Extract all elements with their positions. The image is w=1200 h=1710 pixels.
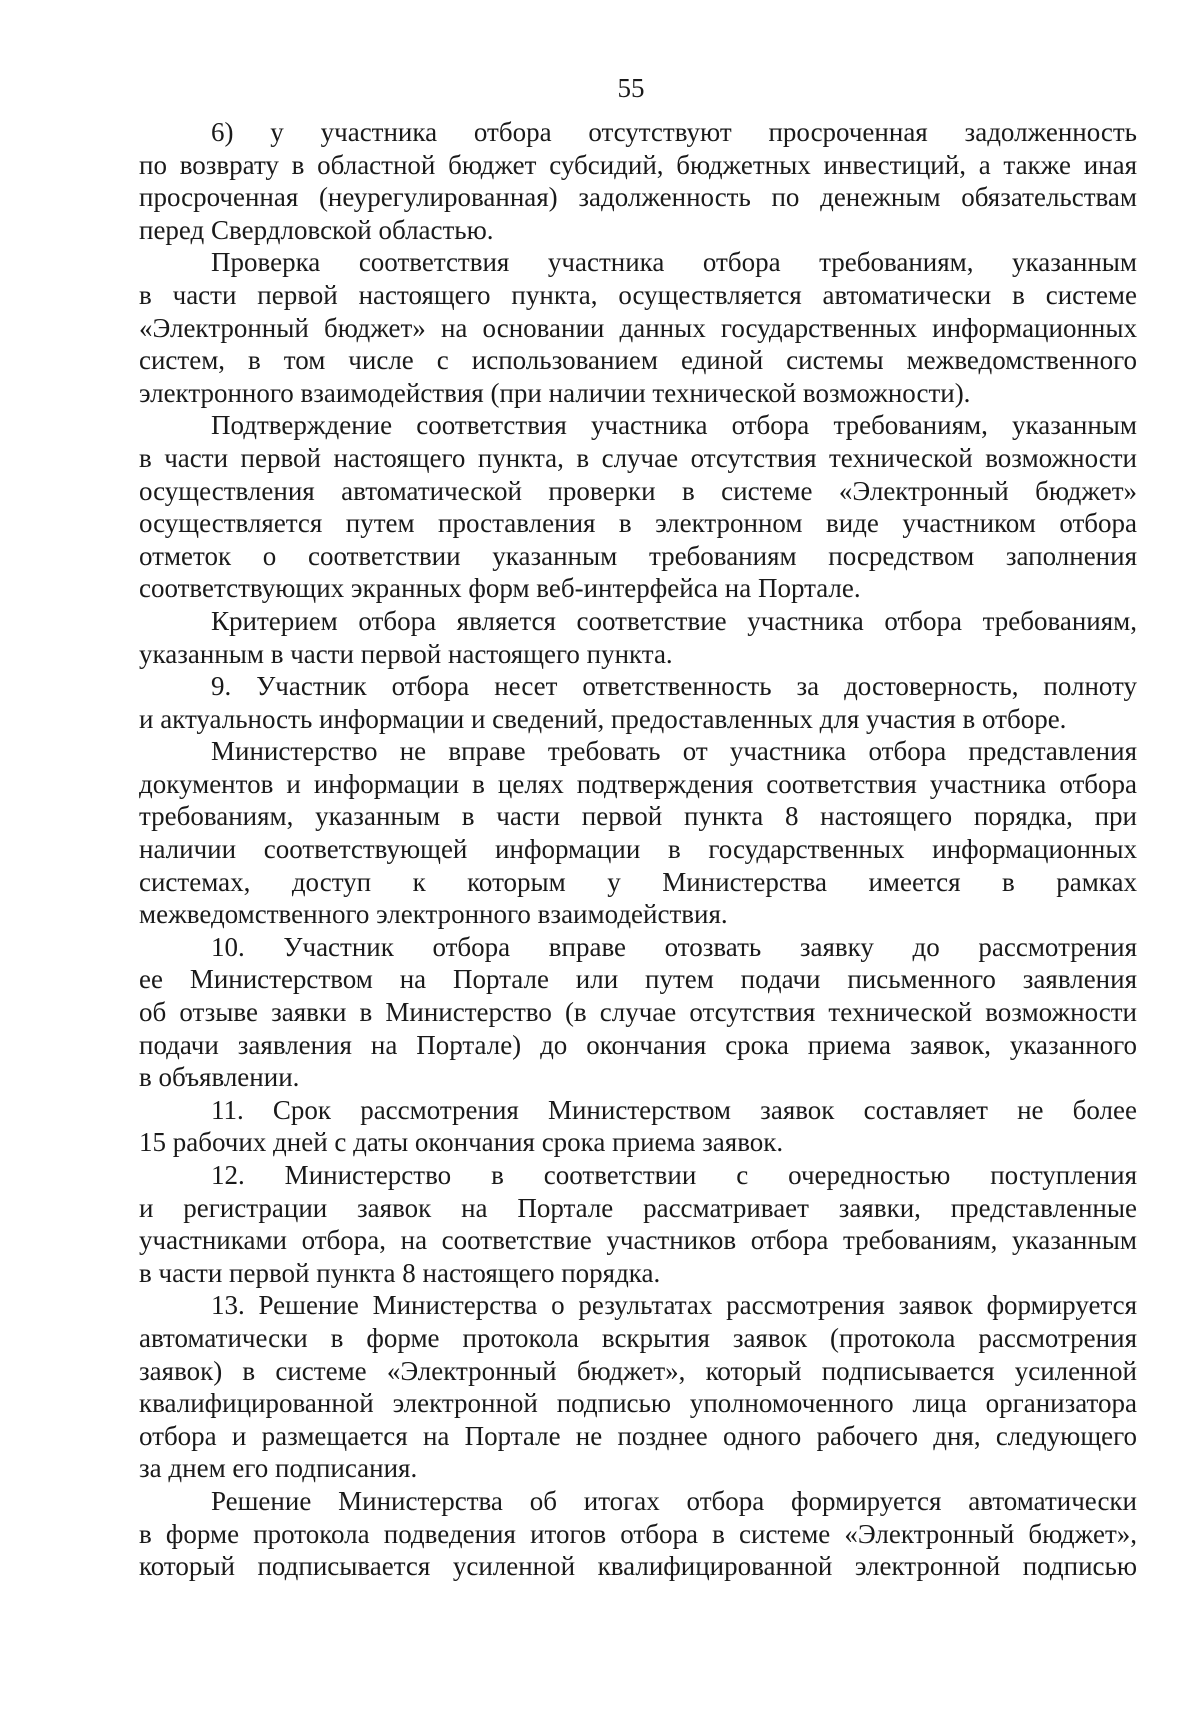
text-line: и регистрации заявок на Портале рассматривает заявки, представленные [139,1192,1137,1223]
text-line: отбора и размещается на Портале не позднее одного рабочего дня, следующего [139,1420,1137,1451]
text-line: автоматически в форме протокола вскрытия заявок (протокола рассмотрения [139,1322,1137,1353]
text-line: осуществления автоматической проверки в системе «Электронный бюджет» [139,475,1137,506]
page-number: 55 [617,73,645,103]
paragraph-p11 [139,1485,1137,1583]
paragraph-p7 [139,931,1137,1094]
text-line: ее Министерством на Портале или путем подачи письменного заявления [139,964,1137,995]
text-line: указанным в части первой настоящего пункта. [139,638,673,669]
text-line: Критерием отбора является соответствие участника отбора требованиям, [211,605,1137,636]
text-line: отметок о соответствии указанным требованиям посредством заполнения [139,540,1137,571]
text-line: Министерство не вправе требовать от участника отбора представления [211,736,1137,767]
text-line: который подписывается усиленной квалифицированной электронной подписью [139,1551,1137,1582]
text-line: и актуальность информации и сведений, предоставленных для участия в отборе. [139,703,1067,734]
paragraph-p3 [139,409,1137,605]
text-line: 13. Решение Министерства о результатах рассмотрения заявок формируется [211,1290,1137,1321]
text-line: осуществляется путем проставления в электронном виде участником отбора [139,508,1137,539]
text-line: в форме протокола подведения итогов отбора в системе «Электронный бюджет», [139,1518,1137,1549]
text-line: 9. Участник отбора несет ответственность за достоверность, полноту [211,671,1137,702]
document-body [139,116,1137,1583]
text-line: в части первой настоящего пункта, осуществляется автоматически в системе [139,279,1137,310]
text-line: 6) у участника отбора отсутствуют просроченная задолженность [211,117,1137,147]
text-line: заявок) в системе «Электронный бюджет», который подписывается усиленной [139,1355,1137,1386]
text-line: Подтверждение соответствия участника отбора требованиям, указанным [211,410,1137,441]
text-line: Решение Министерства об итогах отбора формируется автоматически [211,1485,1137,1516]
text-line: об отзыве заявки в Министерство (в случае отсутствия технической возможности [139,997,1137,1028]
text-line: электронного взаимодействия (при наличии технической возможности). [139,377,971,408]
text-line: документов и информации в целях подтверждения соответствия участника отбора [139,768,1137,799]
text-line: систем, в том числе с использованием единой системы межведомственного [139,345,1137,376]
paragraph-p5 [139,670,1137,735]
text-line: 11. Срок рассмотрения Министерством заявок составляет не более [211,1094,1137,1125]
text-line: наличии соответствующей информации в государственных информационных [139,834,1137,865]
paragraph-p10 [139,1289,1137,1485]
text-line: 10. Участник отбора вправе отозвать заявку до рассмотрения [211,931,1137,962]
text-line: требованиям, указанным в части первой пункта 8 настоящего порядка, при [139,801,1137,832]
text-line: 15 рабочих дней с даты окончания срока приема заявок. [139,1127,784,1158]
paragraph-p4 [139,605,1137,670]
text-line: Проверка соответствия участника отбора требованиям, указанным [211,247,1137,278]
text-line: соответствующих экранных форм веб-интерфейса на Портале. [139,573,861,604]
paragraph-p6 [139,735,1137,931]
text-line: в объявлении. [139,1062,300,1093]
text-line: в части первой пункта 8 настоящего порядка. [139,1257,661,1288]
paragraph-p1 [139,116,1137,246]
text-line: квалифицированной электронной подписью уполномоченного лица организатора [139,1388,1137,1419]
text-line: подачи заявления на Портале) до окончания срока приема заявок, указанного [139,1029,1137,1060]
paragraph-p9 [139,1159,1137,1289]
text-line: в части первой настоящего пункта, в случае отсутствия технической возможности [139,442,1137,473]
text-line: участниками отбора, на соответствие участников отбора требованиям, указанным [139,1225,1137,1256]
text-line: системах, доступ к которым у Министерства имеется в рамках [139,866,1137,897]
text-line: перед Свердловской областью. [139,214,494,245]
text-line: межведомственного электронного взаимодействия. [139,899,728,930]
paragraph-p2 [139,246,1137,409]
text-line: по возврату в областной бюджет субсидий, бюджетных инвестиций, а также иная [139,149,1137,180]
text-line: 12. Министерство в соответствии с очередностью поступления [211,1160,1137,1190]
paragraph-p8 [139,1094,1137,1159]
text-line: за днем его подписания. [139,1453,418,1484]
text-line: просроченная (неурегулированная) задолженность по денежным обязательствам [139,182,1137,213]
text-line: «Электронный бюджет» на основании данных государственных информационных [139,312,1137,343]
